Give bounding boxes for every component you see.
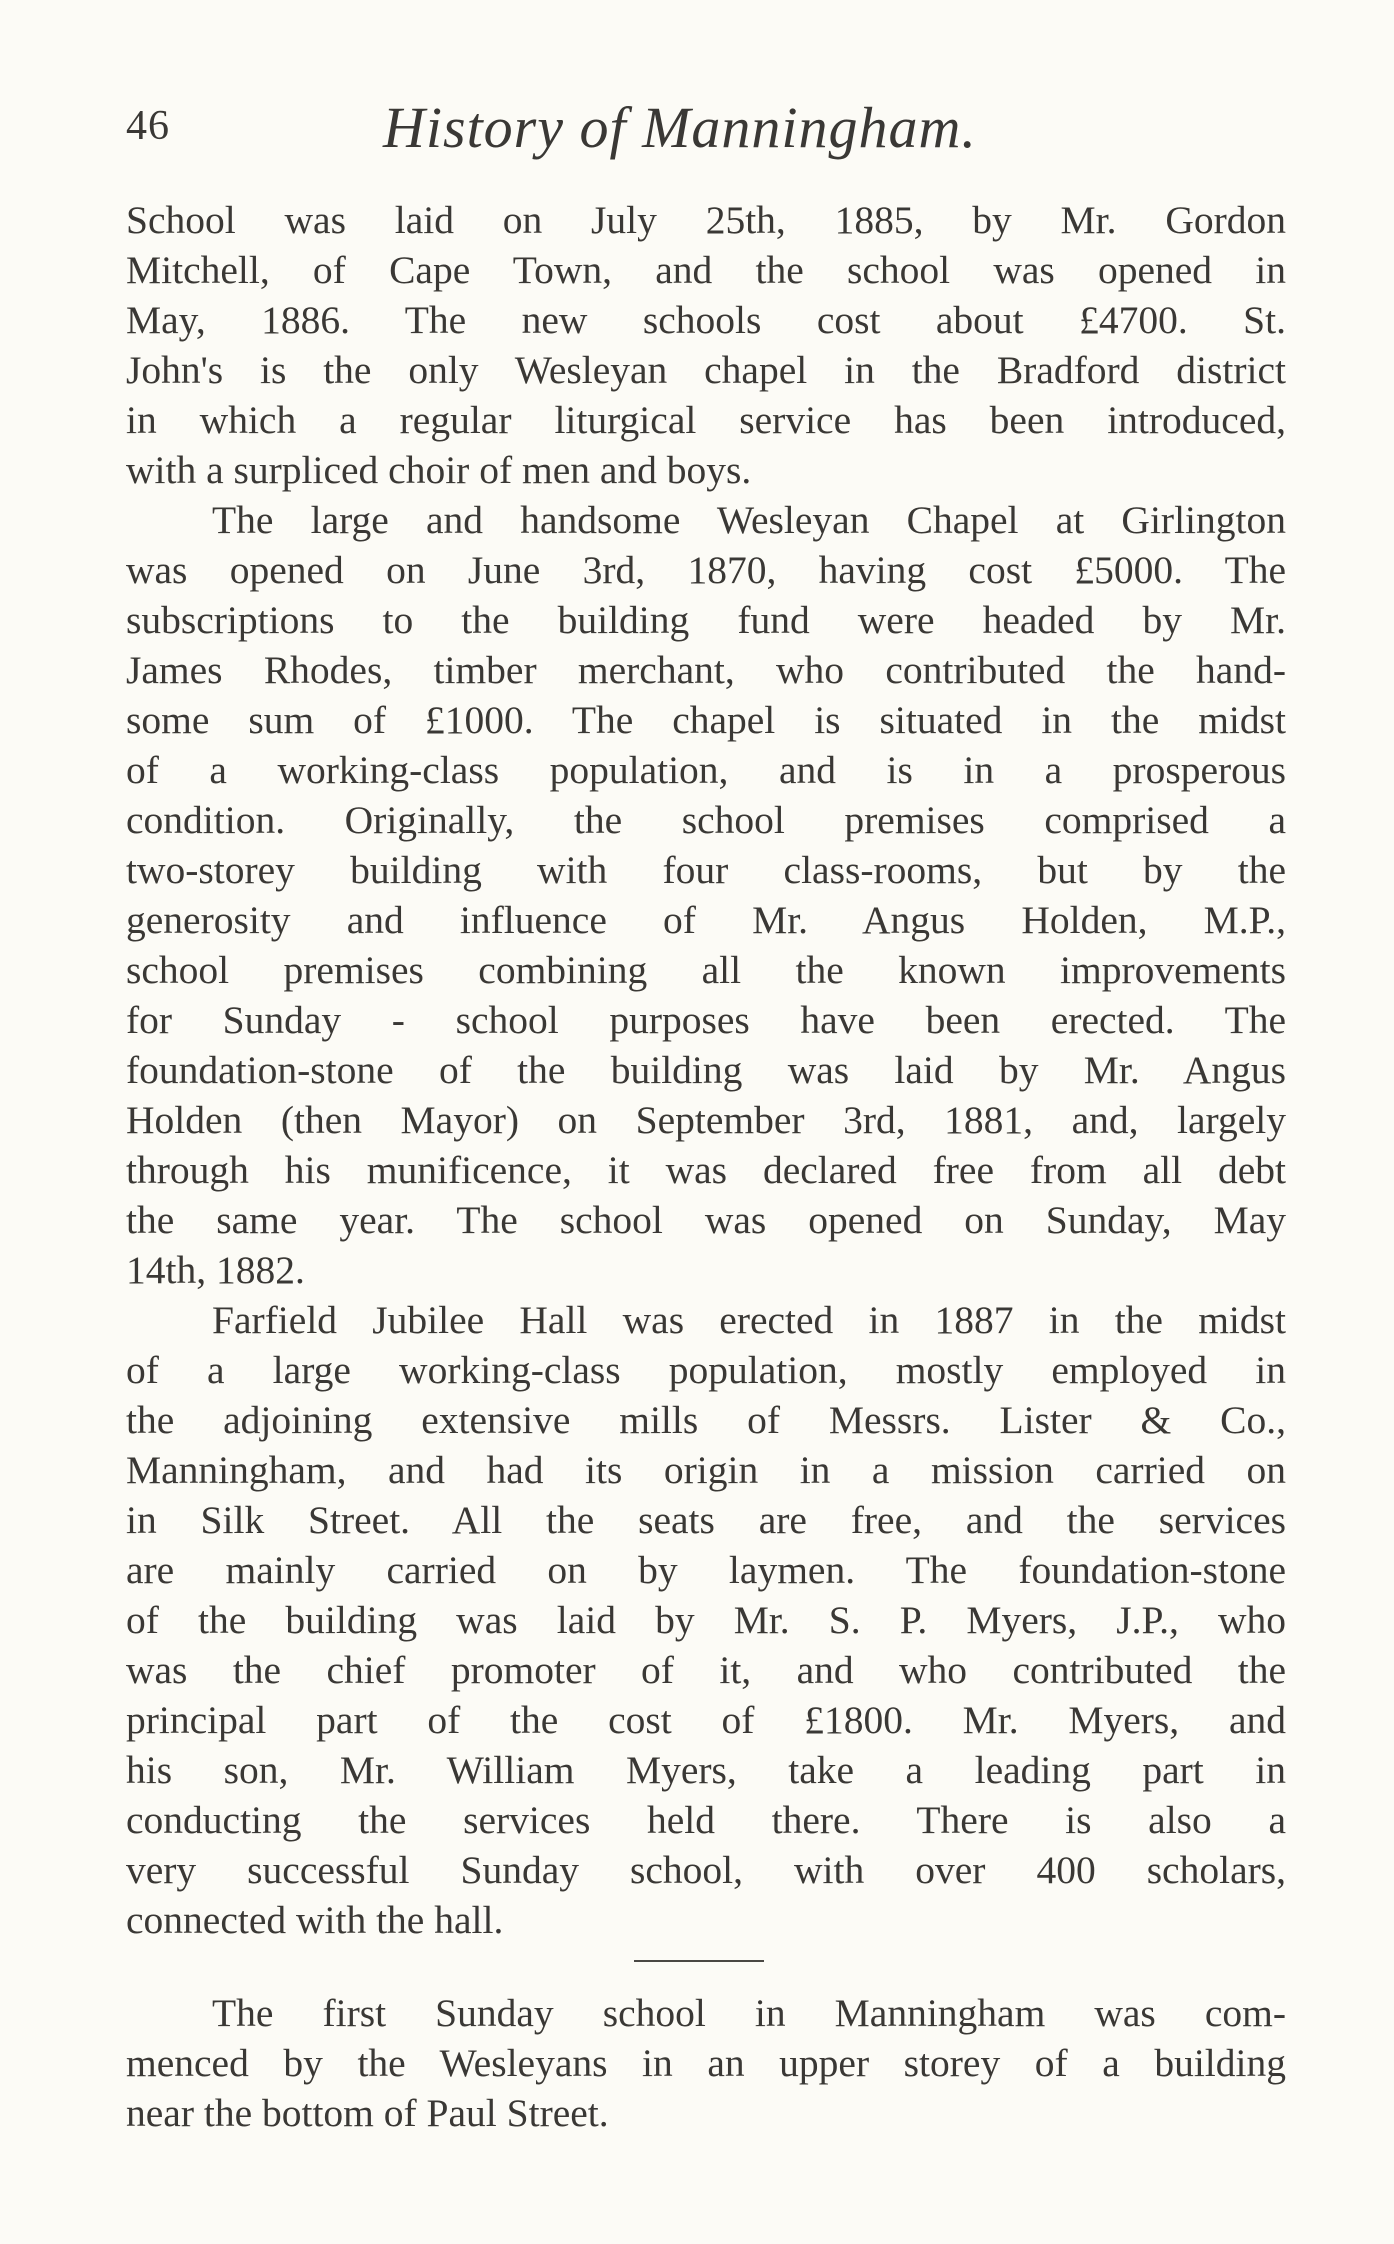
page-header bbox=[126, 94, 1286, 164]
text-line: 14th, 1882. bbox=[126, 1248, 305, 1292]
text-line: of a large working-class population, mostly employed in bbox=[126, 1348, 1286, 1392]
text-line: school premises combining all the known improvements bbox=[126, 948, 1286, 992]
text-line: for Sunday - school purposes have been erected. The bbox=[126, 998, 1286, 1042]
text-line: some sum of £1000. The chapel is situated in the midst bbox=[126, 698, 1286, 742]
text-line: two-storey building with four class-rooms, but by the bbox=[126, 848, 1286, 892]
text-line: the same year. The school was opened on Sunday, May bbox=[126, 1198, 1286, 1242]
text-line: very successful Sunday school, with over 400 scholars, bbox=[126, 1848, 1286, 1892]
text-line: Mitchell, of Cape Town, and the school was opened in bbox=[126, 248, 1286, 292]
text-line: The large and handsome Wesleyan Chapel at Girlington bbox=[212, 498, 1286, 542]
text-line: subscriptions to the building fund were headed by Mr. bbox=[126, 598, 1286, 642]
text-line: in which a regular liturgical service has been introduced, bbox=[126, 398, 1286, 442]
footnote-line: near the bottom of Paul Street. bbox=[126, 2091, 609, 2135]
text-line: John's is the only Wesleyan chapel in the Bradford district bbox=[126, 348, 1286, 392]
text-line: are mainly carried on by laymen. The foundation-stone bbox=[126, 1548, 1286, 1592]
text-line: connected with the hall. bbox=[126, 1898, 504, 1942]
text-line: May, 1886. The new schools cost about £4700. St. bbox=[126, 298, 1286, 342]
text-line: James Rhodes, timber merchant, who contributed the hand- bbox=[126, 648, 1286, 692]
text-line: in Silk Street. All the seats are free, and the services bbox=[126, 1498, 1286, 1542]
text-line: the adjoining extensive mills of Messrs. Lister & Co., bbox=[126, 1398, 1286, 1442]
running-title: History of Manningham. bbox=[383, 95, 977, 160]
text-line: Manningham, and had its origin in a mission carried on bbox=[126, 1448, 1286, 1492]
body-text bbox=[126, 195, 1286, 1945]
text-line: of a working-class population, and is in a prosperous bbox=[126, 748, 1286, 792]
text-line: principal part of the cost of £1800. Mr. Myers, and bbox=[126, 1698, 1286, 1742]
page-number: 46 bbox=[126, 103, 170, 149]
text-line: through his munificence, it was declared free from all debt bbox=[126, 1148, 1286, 1192]
footnote-line: menced by the Wesleyans in an upper storey of a building bbox=[126, 2041, 1286, 2085]
text-line: Farfield Jubilee Hall was erected in 1887 in the midst bbox=[212, 1298, 1286, 1342]
text-line: of the building was laid by Mr. S. P. Myers, J.P., who bbox=[126, 1598, 1286, 1642]
text-line: was opened on June 3rd, 1870, having cost £5000. The bbox=[126, 548, 1286, 592]
section-divider bbox=[634, 1960, 764, 1962]
footnote-line: The first Sunday school in Manningham was com- bbox=[212, 1991, 1286, 2035]
text-line: School was laid on July 25th, 1885, by Mr. Gordon bbox=[126, 198, 1286, 242]
text-line: conducting the services held there. There is also a bbox=[126, 1798, 1286, 1842]
footnote bbox=[126, 1988, 1286, 2138]
text-line: Holden (then Mayor) on September 3rd, 1881, and, largely bbox=[126, 1098, 1286, 1142]
text-line: his son, Mr. William Myers, take a leading part in bbox=[126, 1748, 1286, 1792]
text-line: with a surpliced choir of men and boys. bbox=[126, 448, 752, 492]
text-line: foundation-stone of the building was laid by Mr. Angus bbox=[126, 1048, 1286, 1092]
text-line: condition. Originally, the school premises comprised a bbox=[126, 798, 1286, 842]
text-line: generosity and influence of Mr. Angus Holden, M.P., bbox=[126, 898, 1286, 942]
text-line: was the chief promoter of it, and who contributed the bbox=[126, 1648, 1286, 1692]
